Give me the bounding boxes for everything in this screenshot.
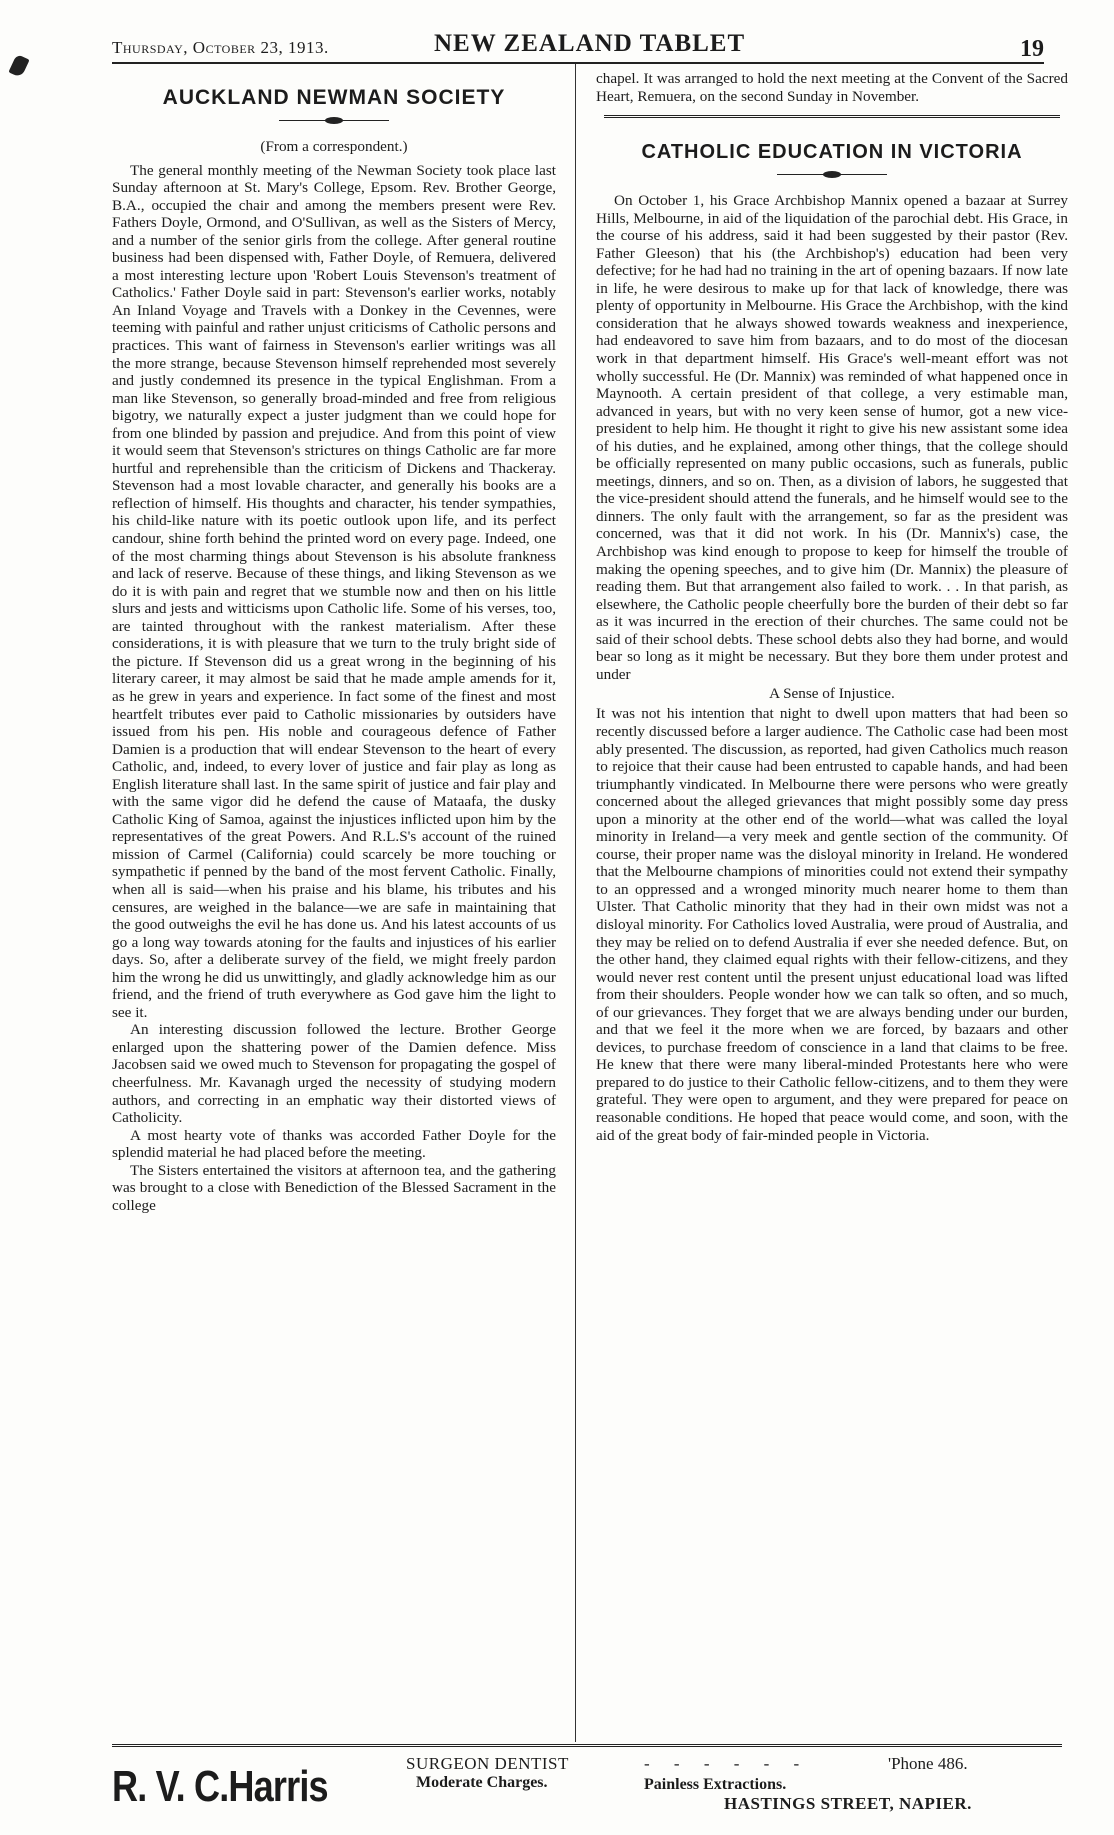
article-paragraph: It was not his intention that night to dwell upon matters that had been so recently discussed before a larger audience. The Catholic case had been most ably presented. The discussion, as reported, had given Catholics much reason to rejoice that their cause had been entrusted to capable hands, and had been triumphantly vindicated. In Melbourne there were persons who were greatly concerned about the alleged grievances that might possibly some day press upon a minority at the other end of the world—what was called the loyal minority in Ireland—a very meek and gentle section of the community. Of course, their proper name was the disloyal minority in Ireland. He wondered that the Melbourne champions of minorities could not extend their sympathy to an oppressed and a wronged minority much nearer home to them than Ulster. That Catholic minority that they had in their own midst was not a disloyal minority. For Catholics loved Australia, were proud of Australia, and they may be relied on to defend Australia if ever she needed defence. But, on the other hand, they claimed equal rights with their fellow-citizens, and they would never rest content until the present unjust educational load was lifted from their shoulders. People wonder how we can talk so often, and so much, of our grievances. They forget that we are always bending under our burden, and that we feel it the more when we are forced, by bazaars and other devices, to purchase freedom of conscience in a land that claims to be free. He knew that there were many liberal-minded Protestants here who were prepared to do justice to their Catholic fellow-citizens, and to them they were grateful. They were open to argument, and they were prepared for peace on reasonable conditions. He hoped that peace would come, and soon, with the aid of the great body of fair-minded people in Victoria. (596, 705, 1068, 1144)
advertiser-address: HASTINGS STREET, NAPIER. (724, 1794, 972, 1813)
page-number: 19 (1020, 36, 1044, 62)
publication-title: NEW ZEALAND TABLET (434, 30, 746, 57)
margin-ink-mark (8, 54, 29, 78)
masthead (112, 30, 1044, 62)
advertiser-profession: SURGEON DENTIST (406, 1754, 569, 1773)
footer-rule (112, 1744, 1062, 1750)
article-paragraph: On October 1, his Grace Archbishop Mannix opened a bazaar at Surrey Hills, Melbourne, in aid of the liquidation of the parochial debt. His Grace, in the course of his address, said it had been suggested by their pastor (Rev. Father Gleeson) that his (the Archbishop's) education had been very defective; for he had had no training in the art of opening bazaars. If now late in life, he were desirous to make up for that lack of knowledge, there was plenty of opportunity in Melbourne. His Grace the Archbishop, with the kind consideration that he always showed towards weakness and inexperience, had endeavored to save him from bazaars, and to do most of the diocesan work in that department himself. His Grace's well-meant effort was not wholly successful. He (Dr. Mannix) was reminded of what happened once in Maynooth. A certain president of that college, a very estimable man, advanced in years, but with no very keen sense of humor, got a new vice-president to help him. He thought it right to give his new assistant some idea of his duties, and he explained, among other things, that the college should be officially represented on many public occasions, such as funerals, public meetings, dinners, and so on. Then, as a division of labors, he suggested that the vice-president should attend the funerals, and he himself would see to the dinners. The only fault with the arrangement, so far as the president was concerned, was that it did not work. In his (Dr. Mannix's) case, the Archbishop was kind enough to propose to keep for himself the trouble of making the opening speeches, and to give him (Dr. Mannix) the pleasure of reading them. But that arrangement also failed to work. . . In that parish, as elsewhere, the Catholic people cheerfully bore the burden of their debt so far as it was incurred in the erection of their churches. The same could not be said of their school debts. These school debts also they had borne, and would bear so long as it might be necessary. But they bore them under protest and under (596, 192, 1068, 683)
article-paragraph: The general monthly meeting of the Newman Society took place last Sunday afternoon at St. Mary's College, Epsom. Rev. Brother George, B.A., occupied the chair and among the members present were Rev. Fathers Doyle, Ormond, and O'Sullivan, as well as the Sisters of Mercy, and a number of the senior girls from the college. After general routine business had been dispensed with, Father Doyle, of Remuera, delivered a most interesting lecture upon 'Robert Louis Stevenson's treatment of Catholics.' Father Doyle said in part: Stevenson's earlier works, notably An Inland Voyage and Travels with a Donkey in the Cevennes, were teeming with painful and rather unjust criticisms of Catholic persons and practices. This want of fairness in Stevenson's earlier writings was all the more strange, because Stevenson himself reprehended most severely and justly condemned its presence in the typical Englishman. From a man like Stevenson, so generally broad-minded and free from religious bigotry, we naturally expect a juster judgment than we could hope for from one blinded by passion and prejudice. And from this point of view it would seem that Stevenson's strictures on things Catholic are far more hurtful and reprehensible than the criticism of Dickens and Thackeray. Stevenson had a most lovable character, and generally his books are a reflection of himself. His thoughts and character, his tender sympathies, his child-like nature with its poetic outlook upon life, and its perfect candour, shine forth behind the printed word on every page. Indeed, one of the most charming things about Stevenson is his absolute frankness and lack of reserve. Because of these things, and liking Stevenson as we do it is with pain and regret that we stumble now and then on his little slurs and jests and witticisms upon Catholic life. Some of his verses, too, are tainted throughout with the rankest materialism. After these considerations, it is with pleasure that we turn to the truly bright side of the picture. If Stevenson did us a great wrong in the beginning of his literary career, it may almost be said that he made ample amends for it, as he grew in years and experience. In fact some of the finest and most heartfelt tributes ever paid to Catholic missionaries by outsiders have issued from his pen. His noble and courageous defence of Father Damien is a production that will endear Stevenson to the heart of every Catholic, and, indeed, to every lover of justice and fair play as long as English literature shall last. In the same spirit of justice and fair play and with the same vigor did he defend the cause of Mataafa, the dusky Catholic King of Samoa, against the injustices inflicted upon him by the representatives of the great Powers. And R.L.S's account of the ruined mission of Carmel (California) could scarcely be more touching or sympathetic if penned by the band of the most fervent Catholic. Finally, when all is said—when his praise and his blame, his tributes and his censures, are weighed in the balance—we are safe in maintaining that the good outweighs the evil he has done us. And his latest accounts of us go a long way towards atoning for the faults and injustices of his earlier days. So, after a deliberate survey of the field, we might freely pardon him the wrong he did us unwittingly, and gladly acknowledge him as our friend, and the friend of truth everywhere as God gave him the light to see it. (112, 161, 556, 1021)
article-title-catholic-education: CATHOLIC EDUCATION IN VICTORIA (641, 141, 1023, 164)
article-subheading: A Sense of Injustice. (769, 685, 895, 703)
advertiser-charges: Moderate Charges. (416, 1774, 548, 1791)
article-byline: (From a correspondent.) (260, 138, 408, 155)
article-paragraph: A most hearty vote of thanks was accorded Father Doyle for the splendid material he had placed before the meeting. (112, 1126, 556, 1162)
right-column (596, 70, 1068, 1144)
leader-dashes: - - - - - - (644, 1754, 810, 1773)
article-continuation: chapel. It was arranged to hold the next meeting at the Convent of the Sacred Heart, Remuera, on the second Sunday in November. (596, 70, 1068, 105)
article-title-newman-society: AUCKLAND NEWMAN SOCIETY (162, 86, 506, 109)
section-rule (604, 115, 1060, 121)
article-paragraph: The Sisters entertained the visitors at afternoon tea, and the gathering was brought to a close with Benediction of the Blessed Sacrament in the college (112, 1161, 556, 1214)
advertiser-extractions: Painless Extractions. (644, 1776, 787, 1793)
header-rule (112, 62, 1044, 64)
dentist-advertisement (112, 1752, 1062, 1822)
column-divider (575, 64, 576, 1742)
advertiser-name: R. V. C.Harris (112, 1762, 328, 1811)
left-column (112, 70, 556, 1214)
title-ornament (777, 170, 887, 180)
advertiser-phone: 'Phone 486. (888, 1754, 968, 1773)
title-ornament (279, 116, 389, 126)
issue-date: Thursday, October 23, 1913. (112, 38, 329, 57)
article-paragraph: An interesting discussion followed the lecture. Brother George enlarged upon the shattering power of the Damien defence. Miss Jacobsen said we owed much to Stevenson for propagating the gospel of cheerfulness. Mr. Kavanagh urged the necessity of studying modern authors, and correcting in an emphatic way their distorted views of Catholicity. (112, 1021, 556, 1127)
